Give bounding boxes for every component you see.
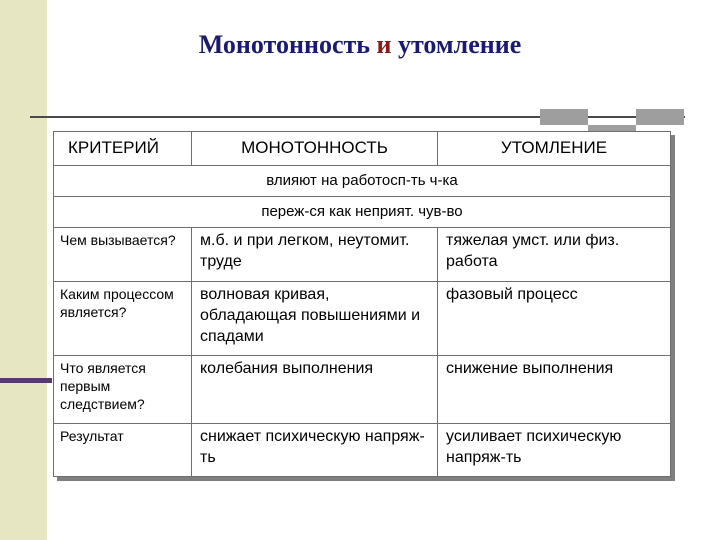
monotony-cell: снижает психическую напряж-ть xyxy=(192,424,438,477)
title-conjunction: и xyxy=(376,30,392,59)
header-criterion: КРИТЕРИЙ xyxy=(54,132,192,166)
decor-block xyxy=(540,109,588,125)
table-row xyxy=(54,282,671,356)
common-row xyxy=(54,197,671,228)
left-accent-bar xyxy=(0,378,52,383)
monotony-cell: м.б. и при легком, неутомит. труде xyxy=(192,228,438,282)
monotony-cell: колебания выполнения xyxy=(192,356,438,424)
table-row xyxy=(54,228,671,282)
header-row xyxy=(54,132,671,166)
left-decorative-strip xyxy=(0,0,47,540)
table-row xyxy=(54,356,671,424)
comparison-table xyxy=(53,131,671,477)
criterion-cell: Результат xyxy=(54,424,192,477)
fatigue-cell: снижение выполнения xyxy=(438,356,671,424)
decor-block xyxy=(636,109,684,125)
header-monotony: МОНОТОННОСТЬ xyxy=(192,132,438,166)
title-word-fatigue: утомление xyxy=(398,30,522,59)
criterion-cell: Каким процессом является? xyxy=(54,282,192,356)
fatigue-cell: фазовый процесс xyxy=(438,282,671,356)
common-row xyxy=(54,166,671,197)
title-word-monotony: Монотонность xyxy=(198,30,371,59)
criterion-cell: Что является первым следствием? xyxy=(54,356,192,424)
monotony-cell: волновая кривая, обладающая повышениями и спадами xyxy=(192,282,438,356)
common-row-cell: переж-ся как неприят. чув-во xyxy=(54,197,671,228)
criterion-cell: Чем вызывается? xyxy=(54,228,192,282)
fatigue-cell: тяжелая умст. или физ. работа xyxy=(438,228,671,282)
fatigue-cell: усиливает психическую напряж-ть xyxy=(438,424,671,477)
table-row xyxy=(54,424,671,477)
common-row-cell: влияют на работосп-ть ч-ка xyxy=(54,166,671,197)
slide-title xyxy=(0,30,720,60)
header-fatigue: УТОМЛЕНИЕ xyxy=(438,132,671,166)
